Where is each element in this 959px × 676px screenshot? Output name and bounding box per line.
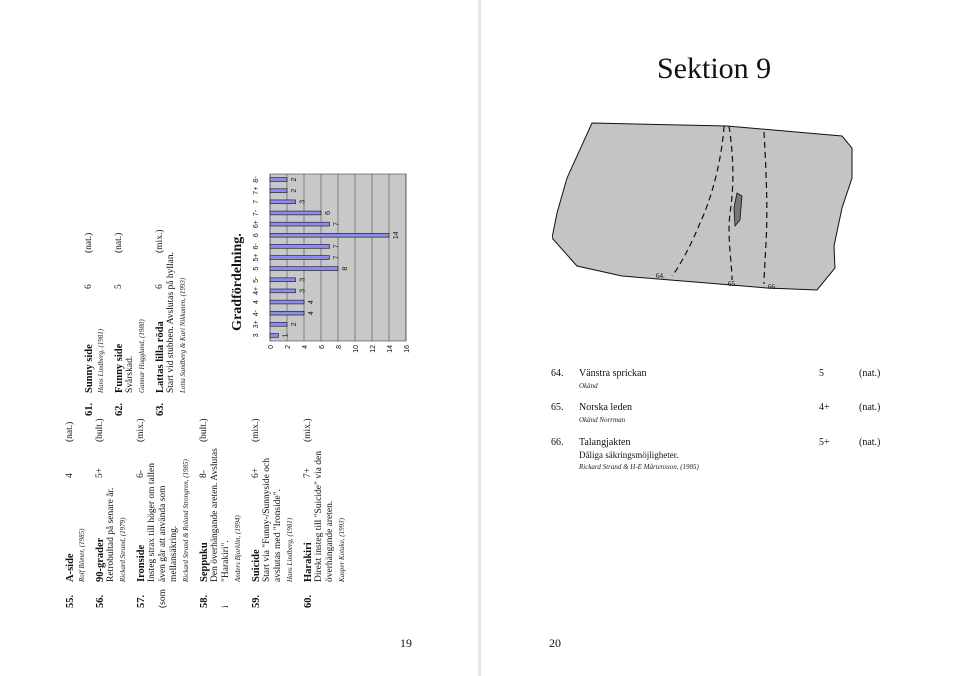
route-author: Kasper Kotake, (1993)	[338, 518, 346, 582]
bar	[270, 200, 296, 204]
category-label: 5-	[253, 276, 260, 283]
data-label: 1	[282, 333, 290, 338]
data-label: 7	[333, 255, 341, 260]
bar	[270, 233, 389, 237]
route-author: Anders Bjorklin, (1994)	[234, 515, 242, 582]
route-title: Harakiri	[303, 542, 314, 582]
route-number: 65.	[551, 402, 564, 413]
route-number: 55.	[65, 594, 76, 608]
y-tick-label: 8	[336, 345, 343, 349]
route-description: Retrobultad på senare år.	[106, 487, 116, 582]
category-label: 3+	[253, 320, 260, 329]
data-label: 3	[299, 277, 307, 282]
route-grade: 5+	[819, 437, 830, 448]
route-title: Suicide	[251, 549, 262, 582]
route-author: Okänd Norrman	[579, 416, 626, 424]
route-type: (nat.)	[859, 368, 881, 379]
bar	[270, 334, 279, 338]
route-type: (nat.)	[859, 402, 881, 413]
route-title: Funny side	[114, 343, 125, 393]
route-description: Dåliga säkringsmöjligheter.	[579, 450, 679, 460]
topo-label-65: 65.	[728, 280, 737, 288]
data-label: 4	[308, 311, 315, 316]
route-description: Svårskad.	[125, 355, 135, 393]
topo-label-64: 64.	[656, 272, 665, 280]
category-label: 4-	[253, 310, 260, 317]
route-author: Rolf Bömer, (1985)	[78, 528, 86, 582]
route-number: 58.	[199, 594, 210, 608]
data-label: 7	[333, 222, 341, 227]
grade-distribution-chart	[224, 164, 424, 379]
bar	[270, 244, 330, 248]
y-tick-label: 16	[404, 345, 411, 353]
data-label: 4	[308, 300, 315, 304]
bar	[270, 222, 330, 226]
route-grade: 4+	[819, 402, 830, 413]
page-number-right: 20	[549, 636, 561, 650]
category-label: 3	[253, 333, 260, 338]
page-number-left: 19	[400, 636, 412, 650]
category-label: 6-	[253, 243, 260, 250]
route-grade: 6+	[251, 467, 261, 478]
route-desc-prefix: i	[221, 605, 231, 608]
route-number: 57.	[136, 594, 147, 608]
route-grade: 6	[84, 284, 94, 289]
route-number: 59.	[251, 594, 262, 608]
route-author: Rickard Strand, (1979)	[119, 517, 127, 582]
route-author: Gunnar Hagglund, (1980)	[138, 319, 146, 393]
route-type: (nat.)	[114, 232, 124, 253]
grade-chart-svg	[224, 164, 424, 374]
data-label: 2	[291, 322, 298, 327]
route-title: Vänstra sprickan	[579, 368, 647, 379]
route-description: Start vid stubben. Avslutas på hyllan.	[166, 252, 176, 393]
data-label: 14	[393, 231, 400, 240]
route-title: Norska leden	[579, 402, 633, 413]
route-description: Direkt insteg till "Suicide" via den	[314, 451, 324, 582]
category-label: 4+	[253, 286, 260, 295]
route-type: (nat.)	[859, 437, 881, 448]
rock-face	[552, 123, 852, 290]
route-number: 63.	[155, 402, 166, 416]
category-label: 8-	[253, 176, 260, 183]
y-tick-label: 0	[268, 345, 275, 349]
bar	[270, 278, 296, 282]
bar	[270, 300, 304, 304]
route-grade: 5+	[95, 467, 105, 478]
route-title: A-side	[65, 553, 76, 582]
route-author: Rickard Strand & Roland Strongren, (1985)	[182, 459, 190, 582]
route-desc-prefix: (som	[158, 589, 168, 608]
category-label: 6	[253, 233, 260, 238]
right-page	[481, 0, 959, 676]
bar	[270, 322, 287, 326]
route-author: Hans Lindberg, (1981)	[286, 517, 294, 582]
route-type: (nat.)	[65, 421, 75, 442]
bar	[270, 311, 304, 315]
route-title: Lattas lilla röda	[155, 321, 166, 393]
category-label: 5	[253, 266, 260, 271]
y-tick-label: 2	[285, 345, 292, 349]
category-label: 7	[253, 199, 260, 204]
route-author: Okänd	[579, 382, 598, 390]
route-type: (nat.)	[84, 232, 94, 253]
route-title: Talangjakten	[579, 437, 631, 448]
bar	[270, 267, 338, 271]
route-grade: 4	[65, 473, 75, 478]
category-label: 7-	[253, 209, 260, 217]
route-grade: 5	[114, 284, 124, 289]
topo-label-66: 66.	[768, 283, 777, 291]
route-description: avslutas med "Ironside".	[273, 489, 283, 582]
data-label: 8	[342, 266, 349, 271]
route-type: (mix.)	[155, 229, 165, 253]
route-type: (bult.)	[199, 418, 209, 442]
route-title: Seppuku	[199, 542, 210, 582]
bar	[270, 289, 296, 293]
route-description: mellansäkring.	[169, 525, 179, 582]
section-title: Sektion 9	[657, 52, 772, 85]
y-tick-label: 4	[302, 345, 309, 349]
data-label: 7	[333, 244, 341, 249]
data-label: 3	[299, 288, 307, 293]
route-grade: 5	[819, 368, 824, 379]
route-description: "Harakiri".	[221, 540, 231, 582]
y-tick-label: 10	[353, 345, 360, 353]
y-tick-label: 12	[370, 345, 377, 353]
data-label: 3	[299, 199, 307, 204]
route-description: överhängande areten.	[325, 500, 335, 582]
bar	[270, 189, 287, 193]
y-tick-label: 6	[319, 345, 326, 349]
route-grade: 6-	[136, 470, 146, 478]
route-title: 90-grader	[95, 537, 106, 582]
left-page	[0, 0, 478, 676]
route-type: (mix.)	[303, 418, 313, 442]
route-description: Insteg strax till höger om tallen	[147, 463, 157, 582]
route-type: (bult.)	[95, 418, 105, 442]
route-number: 60.	[303, 594, 314, 608]
bar	[270, 211, 321, 215]
route-description: Start via "Funny-/Sunnyside och	[262, 458, 272, 582]
route-type: (mix.)	[136, 418, 146, 442]
bar	[270, 178, 287, 182]
bar	[270, 256, 330, 260]
data-label: 6	[325, 211, 332, 215]
data-label: 2	[291, 188, 298, 193]
route-author: Lotta Sundberg & Kari Nikkanen, (1993)	[179, 277, 187, 393]
route-number: 62.	[114, 402, 125, 416]
category-label: 7+	[253, 186, 260, 195]
route-title: Sunny side	[84, 344, 95, 393]
route-author: Rickard Strand & H-E Mårtensson, (1985)	[579, 463, 699, 471]
route-number: 66.	[551, 437, 564, 448]
route-author: Hans Lindberg, (1981)	[97, 328, 105, 393]
category-label: 4	[253, 300, 260, 304]
route-grade: 7+	[303, 467, 313, 478]
route-description: även går att använda som	[158, 485, 168, 582]
category-label: 6+	[253, 220, 260, 229]
route-number: 64.	[551, 368, 564, 379]
chart-title: Gradfördelning.	[230, 233, 245, 331]
route-grade: 8-	[199, 470, 209, 478]
route-type: (mix.)	[251, 418, 261, 442]
category-label: 5+	[253, 253, 260, 262]
data-label: 2	[291, 177, 298, 182]
route-grade: 6	[155, 284, 165, 289]
y-tick-label: 14	[387, 345, 394, 353]
route-number: 61.	[84, 402, 95, 416]
route-description: Den överhängande areten. Avslutas	[210, 448, 220, 582]
route-number: 56.	[95, 594, 106, 608]
crag-topo	[552, 118, 882, 298]
route-title: Ironside	[136, 544, 147, 582]
